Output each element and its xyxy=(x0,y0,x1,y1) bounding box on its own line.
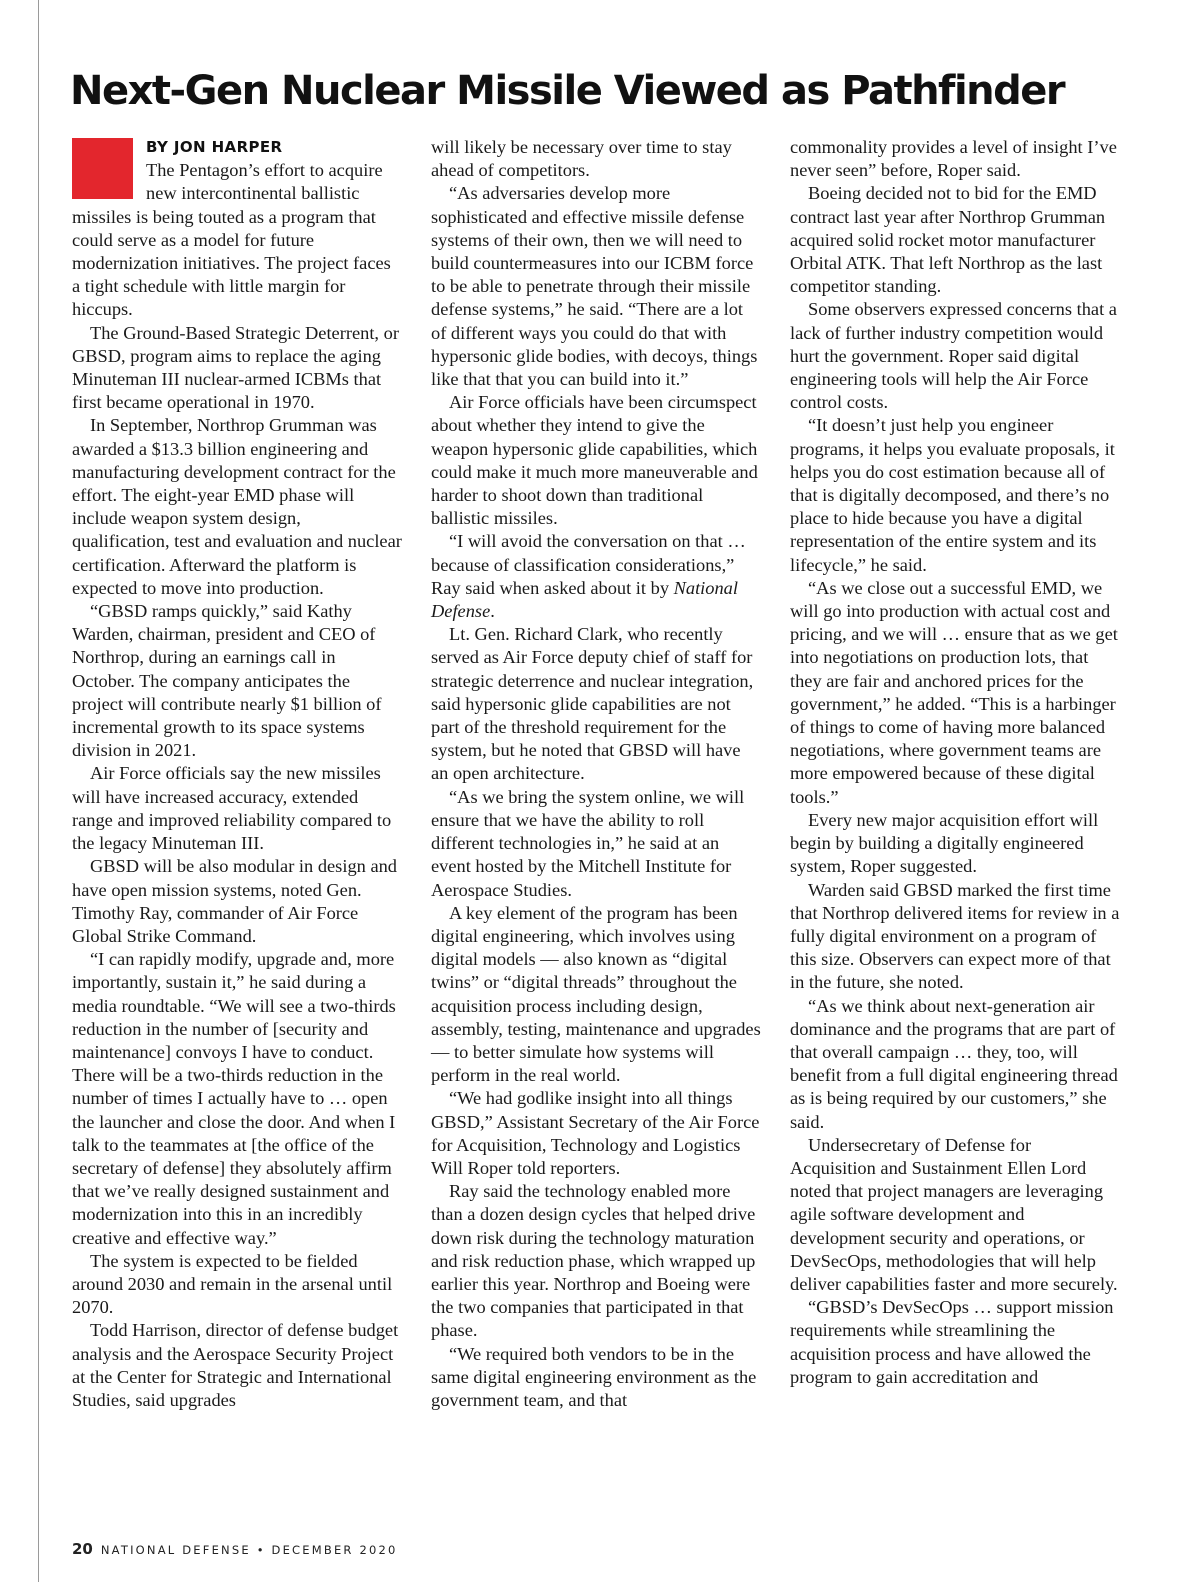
headline: Next-Gen Nuclear Missile Viewed as Pathfinder xyxy=(70,68,1065,114)
paragraph: “We had godlike insight into all things GBSD,” Assistant Secretary of the Air Force for Acquisition, Technology and Logistics Will Roper told reporters. xyxy=(431,1088,760,1178)
publication-title: NATIONAL DEFENSE xyxy=(100,1543,251,1557)
paragraph: Air Force officials say the new missiles will have increased accuracy, extended range and improved reliability compared to the legacy Minuteman III. xyxy=(72,763,392,854)
paragraph: Every new major acquisition effort will begin by building a digitally engineered system, Roper suggested. xyxy=(790,809,1099,877)
paragraph: The Pentagon’s effort to acquire new intercontinental ballistic missiles is being touted as a program that could serve as a model for future modernization initiatives. The project faces a tight schedule with little margin for hiccups. xyxy=(72,160,391,320)
paragraph: Todd Harrison, director of defense budget analysis and the Aerospace Security Project at the Center for Strategic and International Studies, said upgrades xyxy=(72,1320,399,1410)
paragraph: The Ground-Based Strategic Deterrent, or GBSD, program aims to replace the aging Minuteman III nuclear-armed ICBMs that first became operational in 1970. xyxy=(72,322,399,413)
byline: BY JON HARPER xyxy=(146,138,283,156)
issue-date: DECEMBER 2020 xyxy=(271,1543,398,1557)
paragraph: “As we close out a successful EMD, we will go into production with actual cost and pricing, and we will … ensure that as we get into negotiations on production lots, that they are fair and anchored prices for the government,” he added. “This is a harbinger of things to come of having more balanced negotiations, where government teams are more empowered because of these digital tools.” xyxy=(790,577,1118,807)
paragraph: “I will avoid the conversation on that … because of classification considerations,” Ray said when asked about it by National Defense. xyxy=(431,531,746,622)
footer-separator: • xyxy=(256,1543,266,1557)
article-column-3 xyxy=(790,136,1120,1389)
paragraph-continued: commonality provides a level of insight I’ve never seen” before, Roper said. xyxy=(790,137,1117,181)
quote-text: “I will avoid the conversation on that … because of classification considerations,” Ray said when asked about it by xyxy=(431,531,746,598)
paragraph: Ray said the technology enabled more than a dozen design cycles that helped drive down risk during the technology maturation and risk reduction phase, which wrapped up earlier this year. Northrop and Boeing were the two companies that participated in that phase. xyxy=(431,1181,756,1341)
paragraph: Warden said GBSD marked the first time that Northrop delivered items for review in a fully digital environment on a program of this size. Observers can expect more of that in the future, she noted. xyxy=(790,879,1120,993)
paragraph: The system is expected to be fielded around 2030 and remain in the arsenal until 2070. xyxy=(72,1250,393,1318)
article-column-2 xyxy=(431,136,761,1412)
paragraph-continued: will likely be necessary over time to stay ahead of competitors. xyxy=(431,137,732,181)
red-square-icon xyxy=(72,138,133,199)
paragraph: Undersecretary of Defense for Acquisition and Sustainment Ellen Lord noted that project managers are leveraging agile software development and development security and operations, or DevSecOps, methodologies that will help deliver capabilities faster and more securely. xyxy=(790,1134,1118,1294)
paragraph: “We required both vendors to be in the same digital engineering environment as the government team, and that xyxy=(431,1343,757,1410)
publication-name: National Defense xyxy=(431,577,738,622)
paragraph: “I can rapidly modify, upgrade and, more importantly, sustain it,” he said during a media roundtable. “We will see a two-thirds reduction in the number of [security and maintenance] convoys I have to conduct. There will be a two-thirds reduction in the number of times I actually have to … open the launcher and close the door. And when I talk to the teammates at [the office of the secretary of defense] they absolutely affirm that we’ve really designed sustainment and modernization into this in an incredibly creative and effective way.” xyxy=(72,949,396,1248)
paragraph: In September, Northrop Grumman was awarded a $13.3 billion engineering and manufacturing development contract for the effort. The eight-year EMD phase will include weapon system design, qualification, test and evaluation and nuclear certification. Afterward the platform is expected to move into production. xyxy=(72,415,402,598)
paragraph: Some observers expressed concerns that a lack of further industry competition would hurt the government. Roper said digital engineering tools will help the Air Force control costs. xyxy=(790,299,1117,413)
paragraph: “GBSD ramps quickly,” said Kathy Warden, chairman, president and CEO of Northrop, during an earnings call in October. The company anticipates the project will contribute nearly $1 billion of incremental growth to its space systems division in 2021. xyxy=(72,601,382,761)
paragraph: “As we think about next-generation air dominance and the programs that are part of that overall campaign … they, too, will benefit from a full digital engineering thread as is being required by our customers,” she said. xyxy=(790,995,1118,1132)
paragraph: Air Force officials have been circumspect about whether they intend to give the weapon hypersonic glide capabilities, which could make it much more maneuverable and harder to shoot down than traditional ballistic missiles. xyxy=(431,392,758,529)
page-margin-rule xyxy=(38,0,39,1582)
paragraph: “As we bring the system online, we will ensure that we have the ability to roll different technologies in,” he said at an event hosted by the Mitchell Institute for Aerospace Studies. xyxy=(431,786,745,900)
article-column-1 xyxy=(72,136,402,1412)
paragraph: “GBSD’s DevSecOps … support mission requirements while streamlining the acquisition process and have allowed the program to gain accreditation and xyxy=(790,1297,1114,1387)
page-number: 20 xyxy=(72,1540,93,1558)
paragraph: “It doesn’t just help you engineer programs, it helps you evaluate proposals, it helps you do cost estimation because all of that is digitally decomposed, and there’s no place to hide because you have a digital representation of the entire system and its lifecycle,” he said. xyxy=(790,415,1115,575)
page-footer xyxy=(72,1540,398,1558)
paragraph: GBSD will be also modular in design and have open mission systems, noted Gen. Timothy Ray, commander of Air Force Global Strike Command. xyxy=(72,856,397,946)
paragraph: Lt. Gen. Richard Clark, who recently served as Air Force deputy chief of staff for strategic deterrence and nuclear integration, said hypersonic glide capabilities are not part of the threshold requirement for the system, but he noted that GBSD will have an open architecture. xyxy=(431,624,754,784)
paragraph: A key element of the program has been digital engineering, which involves using digital models — also known as “digital twins” or “digital threads” throughout the acquisition process including design, assembly, testing, maintenance and upgrades — to better simulate how systems will perform in the real world. xyxy=(431,902,761,1086)
paragraph: “As adversaries develop more sophisticated and effective missile defense systems of their own, then we will need to build countermeasures into our ICBM force to be able to penetrate through their missile defense systems,” he said. “There are a lot of different ways you could do that with hypersonic glide bodies, with decoys, things like that that you can build into it.” xyxy=(431,183,758,390)
paragraph: Boeing decided not to bid for the EMD contract last year after Northrop Grumman acquired solid rocket motor manufacturer Orbital ATK. That left Northrop as the last competitor standing. xyxy=(790,183,1106,297)
